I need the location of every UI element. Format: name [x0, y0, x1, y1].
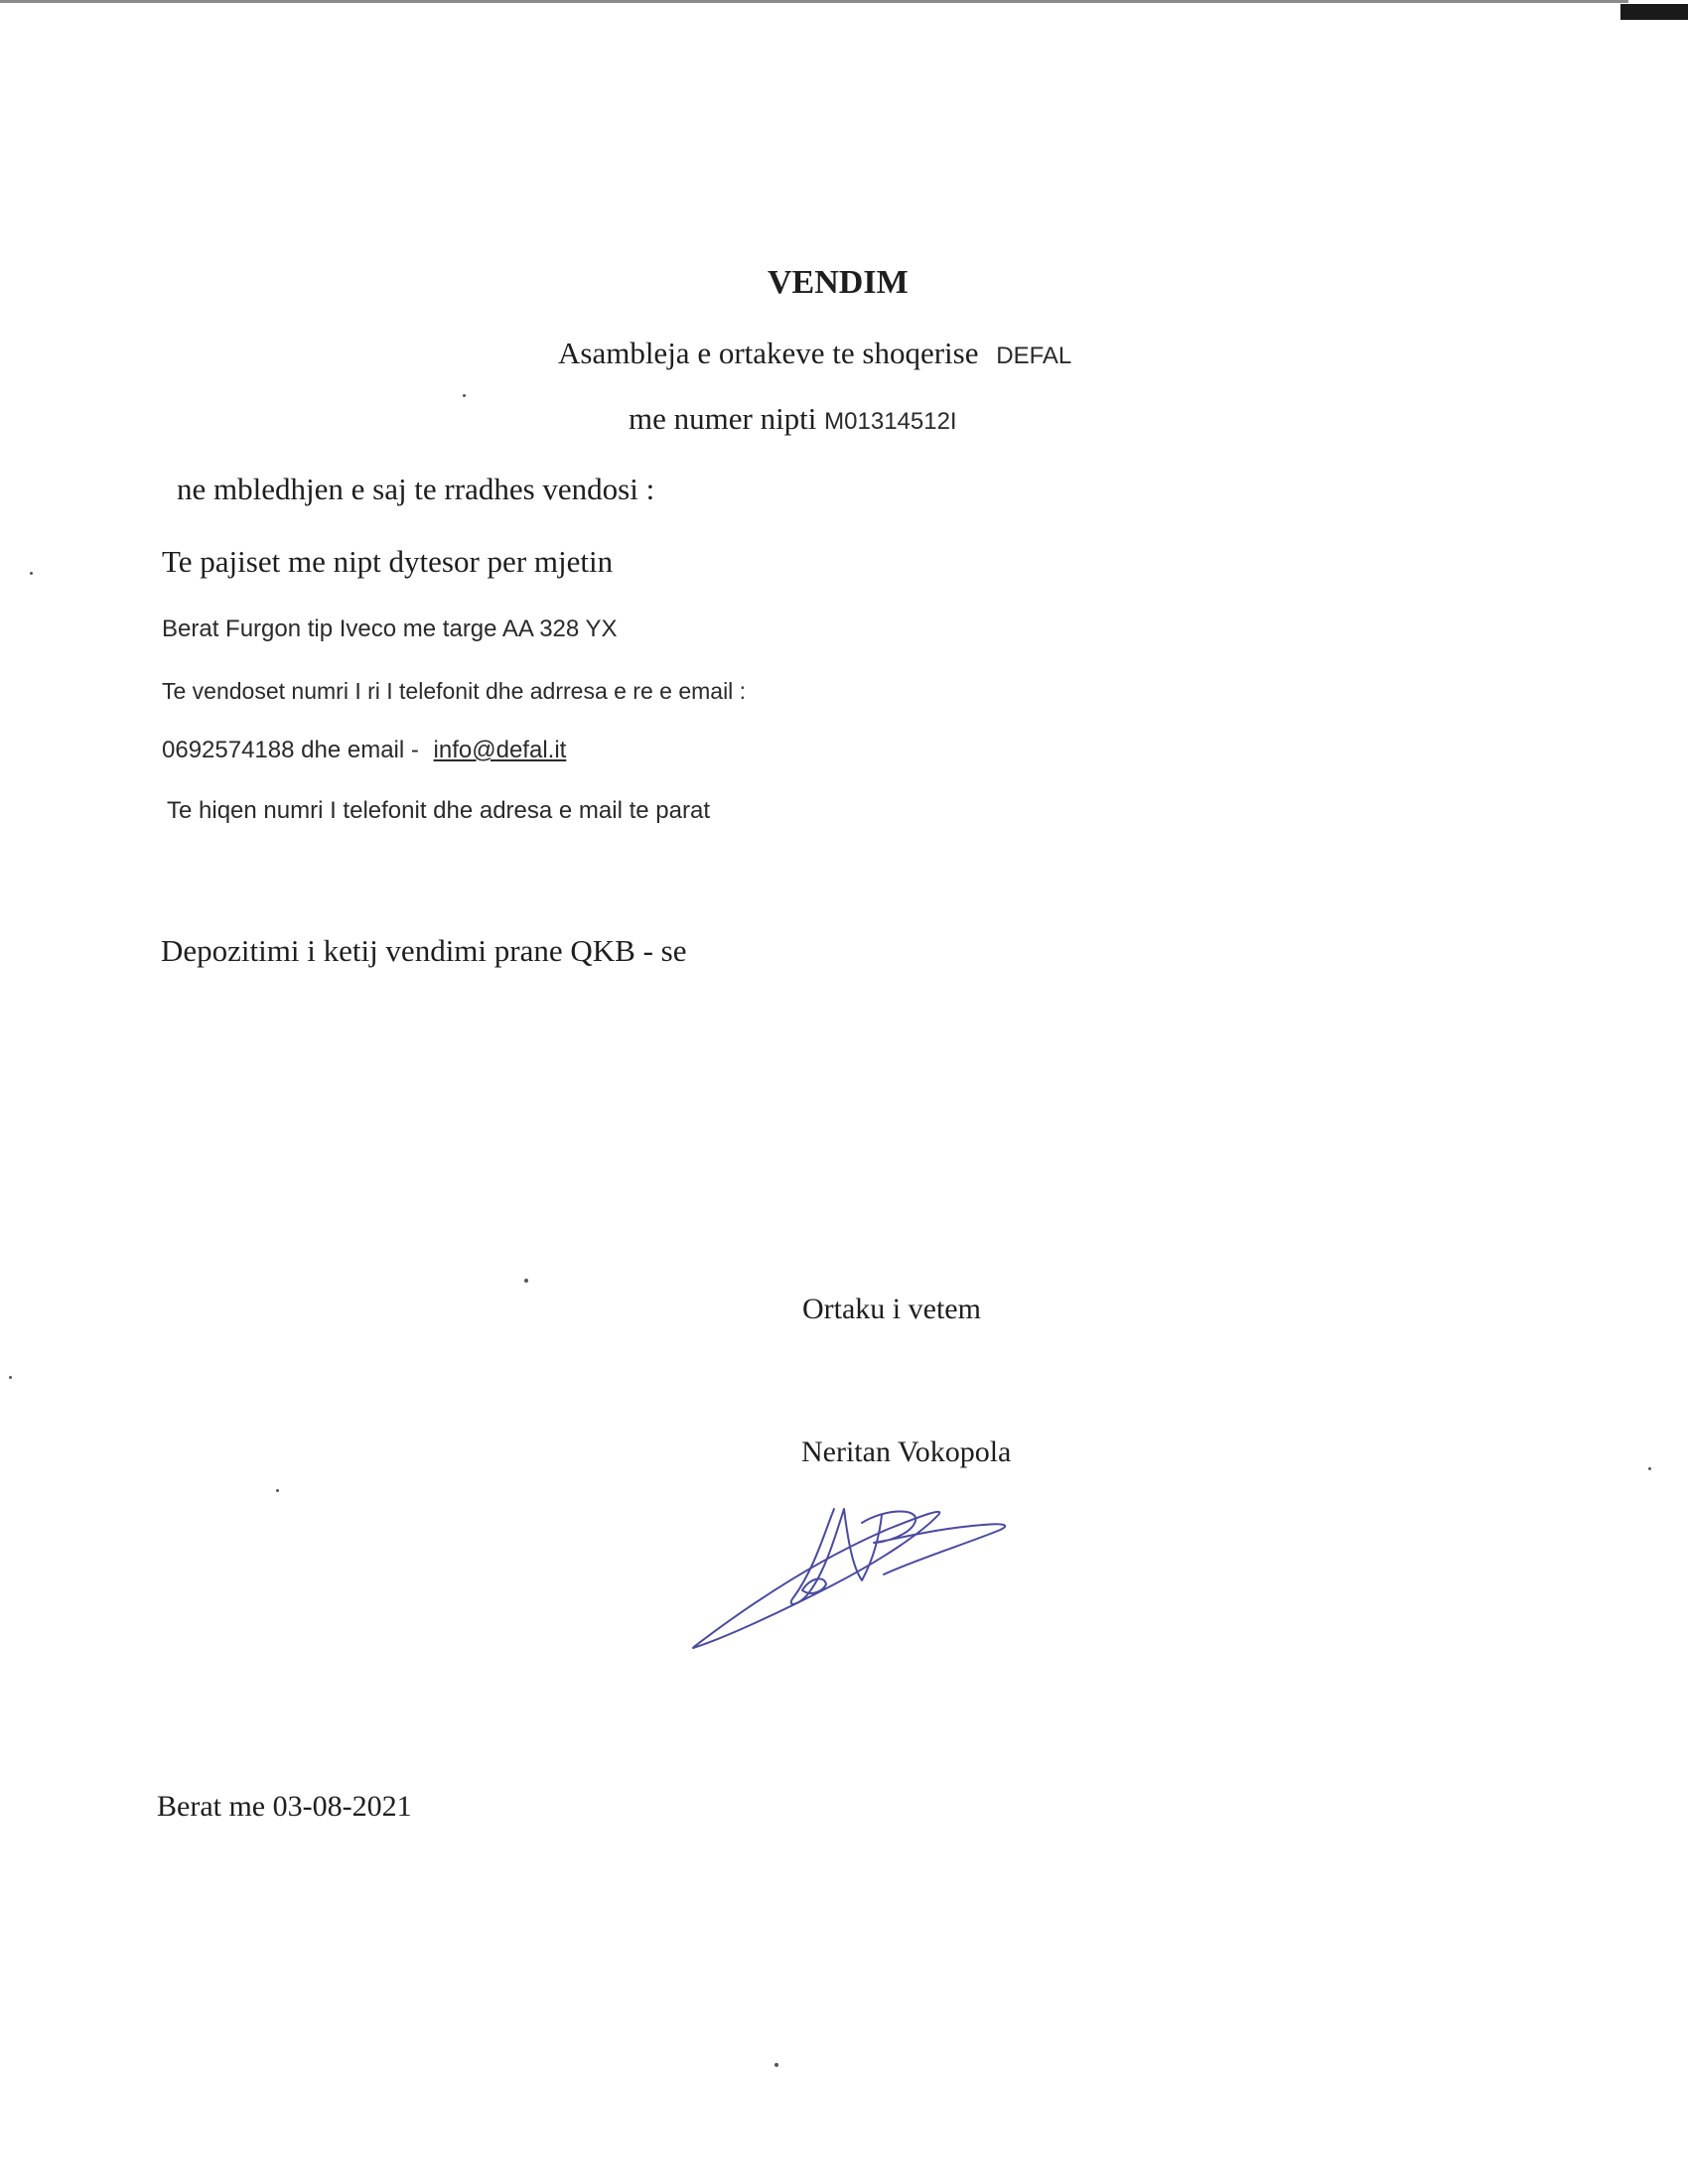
- contact-line: [162, 737, 566, 764]
- scan-speck: [774, 2063, 778, 2067]
- nipt-text: me numer nipti: [629, 401, 817, 436]
- decision-vehicle-details: Berat Furgon tip Iveco me targe AA 328 YX: [162, 615, 618, 642]
- assembly-line: [558, 336, 1071, 371]
- place-and-date: Berat me 03-08-2021: [157, 1790, 412, 1823]
- scan-speck: [30, 572, 33, 575]
- scan-speck: [463, 394, 466, 397]
- scan-speck: [524, 1279, 528, 1283]
- handwritten-signature-icon: [685, 1489, 1053, 1658]
- nipt-line: [629, 401, 957, 437]
- deposit-line: Depozitimi i ketij vendimi prane QKB - se: [161, 933, 687, 968]
- assembly-text: Asambleja e ortakeve te shoqerise: [558, 336, 979, 370]
- scan-speck: [9, 1376, 12, 1379]
- company-name: DEFAL: [996, 342, 1072, 369]
- decision-vehicle-nipt: Te pajiset me nipt dytesor per mjetin: [162, 544, 614, 579]
- scan-speck: [1648, 1467, 1651, 1470]
- scan-speck: [276, 1489, 279, 1492]
- signatory-name: Neritan Vokopola: [801, 1435, 1012, 1468]
- decision-new-contact: Te vendoset numri I ri I telefonit dhe adrresa e re e email :: [162, 678, 747, 704]
- document-title: VENDIM: [768, 264, 909, 301]
- meeting-line: ne mbledhjen e saj te rradhes vendosi :: [177, 472, 655, 506]
- decision-remove-old-contact: Te hiqen numri I telefonit dhe adresa e mail te parat: [167, 797, 710, 824]
- scan-edge-top: [0, 0, 1628, 3]
- nipt-value: M01314512I: [824, 408, 957, 435]
- email-link[interactable]: info@defal.it: [433, 737, 567, 763]
- scan-edge-corner: [1620, 4, 1688, 20]
- phone-and-email-label: 0692574188 dhe email -: [162, 737, 419, 763]
- signatory-role: Ortaku i vetem: [802, 1293, 981, 1325]
